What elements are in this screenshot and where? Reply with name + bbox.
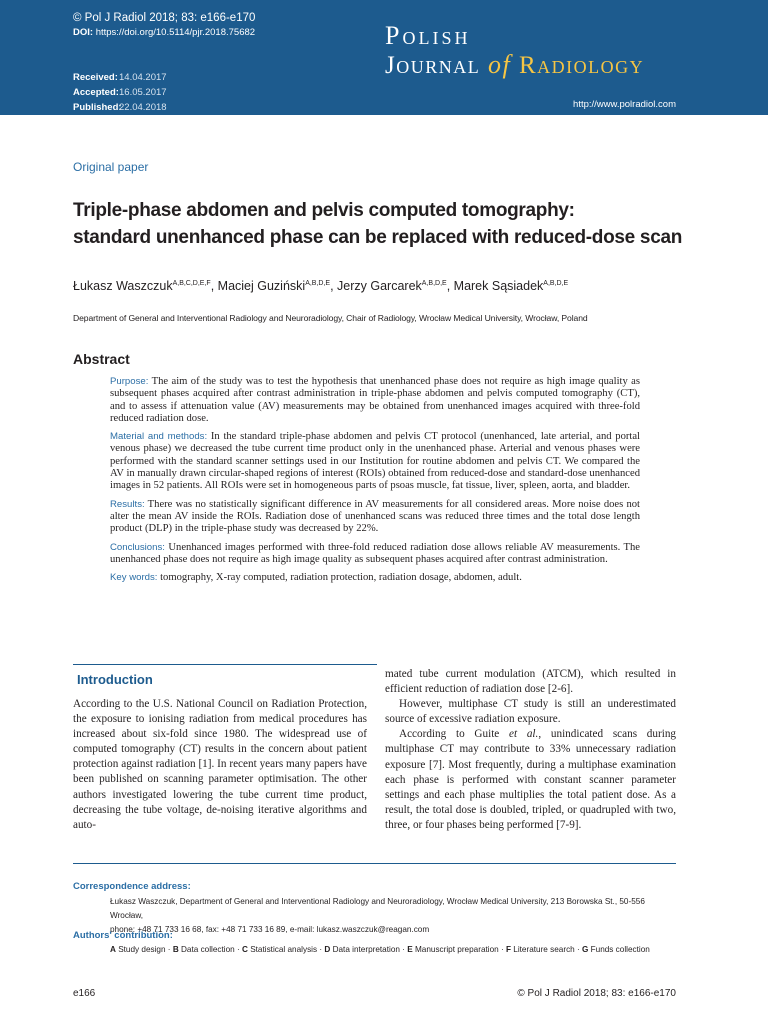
article-title [73, 197, 713, 251]
abstract-methods [110, 431, 640, 492]
contribution-key: C [242, 945, 248, 954]
page-number: e166 [73, 988, 96, 999]
contribution-key: F [505, 945, 511, 954]
contribution-key: E [407, 945, 413, 954]
author-name: Maciej Guziński [217, 279, 306, 293]
author-roles: A,B,C,D,E,F [172, 279, 211, 287]
contribution-value: Literature search · [511, 945, 582, 954]
abstract-body [110, 376, 640, 590]
paragraph-italic: et al. [509, 728, 539, 741]
affiliation: Department of General and Interventional Radiology and Neuroradiology, Chair of Radiology, Wrocław Medical University, Wrocław, Poland [73, 313, 588, 323]
author-roles: A,B,D,E [543, 279, 569, 287]
footer-divider [73, 863, 676, 864]
author-name: Łukasz Waszczuk [73, 279, 173, 293]
contribution-value: Funds collection [588, 945, 650, 954]
journal-header [0, 0, 768, 115]
author-roles: A,B,D,E [305, 279, 331, 287]
title-line: Triple-phase abdomen and pelvis computed tomography: [73, 200, 575, 221]
section-text: In the standard triple-phase abdomen and pelvis CT protocol (unenhanced, late arterial, and portal venous phase) we decreased the tube current time product only in the unenhanced phase. Arterial and venous phases were performed with the standard scanner settings used in our Institution for routine abdomen and pelvis CT. We compared the AV in manually drawn circular-shaped regions of interest (ROIs) obtained from reduced-dose and standard-dose unenhanced images in 52 patients. All ROIs were set in homogeneous parts of psoas muscle, fat tissue, liver, spleen, aorta, and bladder. [110, 431, 641, 492]
section-text: The aim of the study was to test the hypothesis that unenhanced phase does not require as high image quality as subsequent phases acquired after contrast administration in triple-phase abdomen and pelvis computed tomography (CT), and to assess if attenuation value (AV) measurements may be obtained from unenhanced images acquired with three-fold reduced radiation dose. [110, 376, 640, 424]
publication-dates [73, 70, 167, 115]
date-label: Received: [73, 72, 118, 83]
section-text: There was no statistically significant difference in AV measurements for all considered areas. More noise does not alter the mean AV inside the ROIs. Radiation dose of unenhanced scans was reduced three times and the total dose length product (DLP) in the triple-phase study was decreased by 22%. [110, 498, 640, 535]
author-sep: , [330, 279, 338, 293]
date-row-accepted [73, 85, 167, 100]
journal-logo [385, 22, 644, 81]
abstract-heading: Abstract [73, 351, 130, 367]
contribution-value: Study design · [115, 945, 173, 954]
author-roles: A,B,D,E [421, 279, 447, 287]
journal-logo-line1: Polish [385, 21, 471, 50]
doi-label: DOI: [73, 27, 94, 38]
doi-line [73, 26, 255, 39]
date-row-published [73, 100, 167, 115]
abstract-purpose [110, 376, 640, 425]
contribution-list [110, 945, 680, 954]
date-row-received [73, 70, 167, 85]
section-divider [73, 664, 377, 665]
journal-logo-word: Journal [385, 52, 481, 79]
author-name: Marek Sąsiadek [453, 279, 544, 293]
author-sep: , [210, 279, 218, 293]
footer-citation: © Pol J Radiol 2018; 83: e166-e170 [517, 988, 676, 999]
introduction-heading: Introduction [77, 672, 153, 687]
abstract-results [110, 499, 640, 536]
correspondence-line: phone: +48 71 733 16 68, fax: +48 71 733 16 89, e-mail: lukasz.waszczuk@reagan.com [110, 925, 430, 934]
section-label: Results: [110, 498, 145, 510]
contribution-key: D [324, 945, 331, 954]
citation: © Pol J Radiol 2018; 83: e166-e170 [73, 12, 256, 24]
author-name: Jerzy Garcarek [337, 279, 422, 293]
citation-block [73, 10, 255, 39]
contribution-key: A [110, 945, 116, 954]
contribution-value: Manuscript preparation · [412, 945, 506, 954]
journal-url[interactable]: http://www.polradiol.com [573, 99, 676, 110]
section-label: Key words: [110, 572, 158, 584]
journal-logo-radiology: Radiology [518, 52, 645, 79]
title-line: standard unenhanced phase can be replaced with reduced-dose scan [73, 227, 683, 248]
section-text: tomography, X-ray computed, radiation protection, radiation dosage, abdomen, adult. [157, 572, 522, 584]
paragraph: According to the U.S. National Council on Radiation Protection, the exposure to ionising radiation from medical procedures has increased about six-fold since 1980. The widespread use of computed tomography (CT) results in the concern about patient protection against radiation [1]. In recent years many papers have been published on scanning parameter optimisation. The other authors investigated lowering the tube current time product, decreasing the tube voltage, de-noising iterative algorithms and auto- [73, 698, 367, 831]
date-value: 14.04.2017 [119, 72, 167, 83]
author-list [73, 279, 568, 293]
paragraph [385, 727, 676, 833]
paragraph: mated tube current modulation (ATCM), which resulted in efficient reduction of radiation dose [2-6]. [385, 668, 676, 696]
section-label: Conclusions: [110, 541, 165, 553]
article-type: Original paper [73, 160, 149, 174]
body-column-right [385, 667, 676, 833]
paragraph-text: According to Guite [399, 728, 510, 741]
doi-link[interactable]: https://doi.org/10.5114/pjr.2018.75682 [95, 27, 256, 38]
date-label: Published: [73, 102, 122, 113]
contribution-key: B [172, 945, 179, 954]
journal-logo-of: of [487, 50, 512, 79]
author-sep: , [446, 279, 454, 293]
date-label: Accepted: [73, 87, 119, 98]
date-value: 22.04.2018 [119, 102, 167, 113]
contribution-value: Statistical analysis · [247, 945, 325, 954]
correspondence-address [110, 895, 680, 937]
abstract-conclusions [110, 542, 640, 567]
body-column-left [73, 697, 367, 833]
section-text: Unenhanced images performed with three-fold reduced radiation dose allows reliable AV measurements. The unenhanced phase does not require as high image quality as subsequent phases acquired after contrast administration. [110, 541, 640, 565]
section-label: Material and methods: [110, 431, 208, 443]
contribution-value: Data collection · [178, 945, 242, 954]
date-value: 16.05.2017 [119, 87, 167, 98]
abstract-keywords [110, 572, 640, 584]
correspondence-heading: Correspondence address: [73, 881, 191, 892]
journal-logo-line2 [385, 50, 644, 81]
contribution-heading: Authors' contribution: [73, 930, 173, 941]
contribution-value: Data interpretation · [330, 945, 408, 954]
paragraph-text: , unindicated scans during multiphase CT may contribute to 33% unnecessary radiation exposure [7]. Most frequently, during a multiphase examination each phase is performed with constant scanner parameter settings and each phase multiplies the total patient dose. As a result, the total dose is doubled, tripled, or quadrupled with two, three, or four phases being performed [7-9]. [385, 728, 677, 831]
correspondence-line: Łukasz Waszczuk, Department of General and Interventional Radiology and Neuroradiology, Wrocław Medical University, 213 Borowska St., 50-556 Wrocław, [110, 897, 645, 920]
paragraph: However, multiphase CT study is still an underestimated source of excessive radiation exposure. [385, 698, 676, 726]
contribution-key: G [582, 945, 589, 954]
section-label: Purpose: [110, 376, 149, 387]
